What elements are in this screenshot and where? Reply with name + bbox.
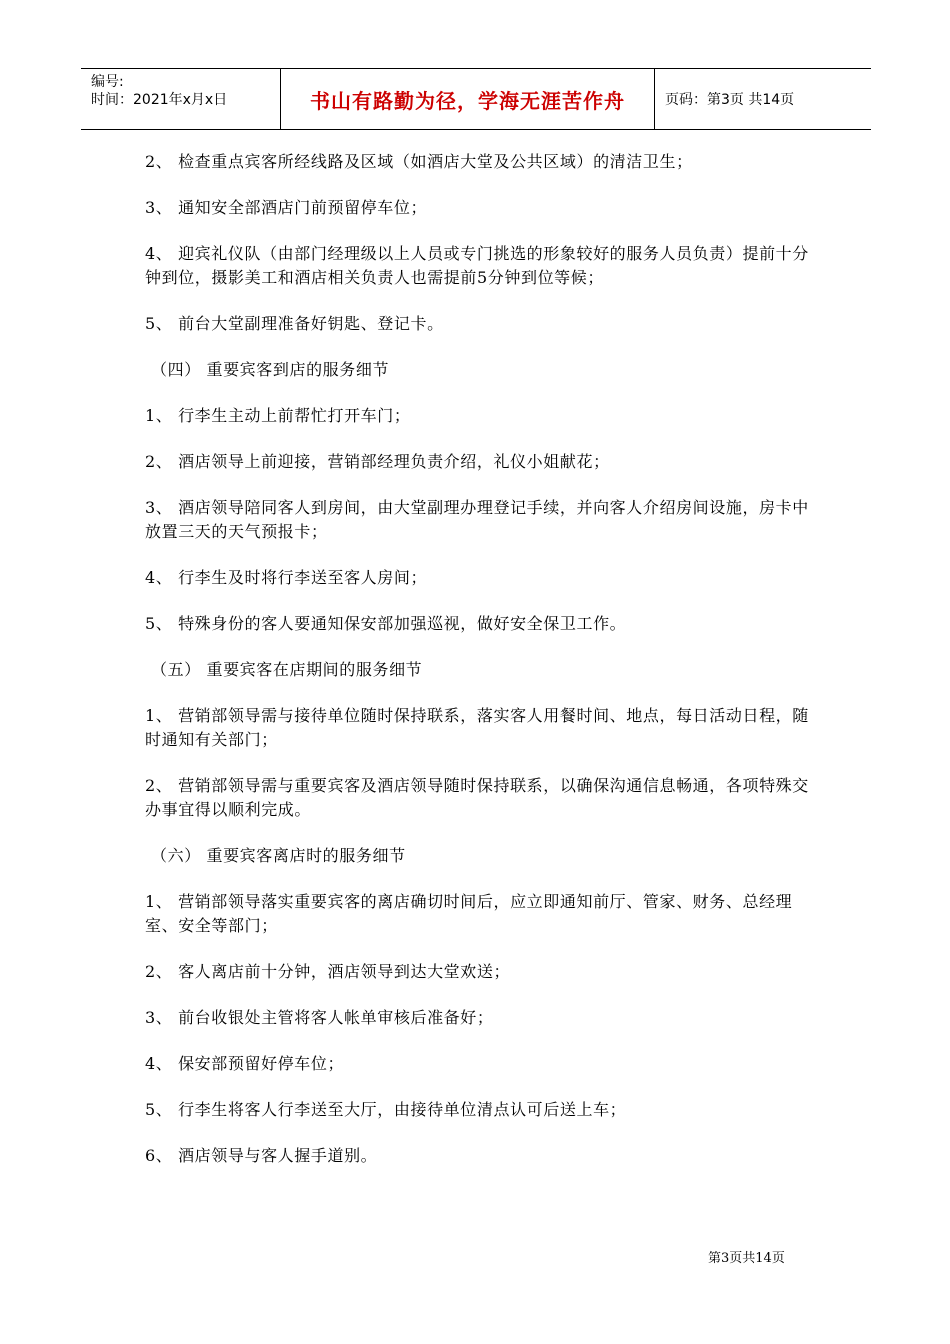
date-label: 时间：2021年x月x日 [91, 92, 228, 108]
paragraph: 4、 行李生及时将行李送至客人房间； [145, 568, 428, 587]
paragraph: 5、 行李生将客人行李送至大厅，由接待单位清点认可后送上车； [145, 1100, 627, 1119]
paragraph: 2、 酒店领导上前迎接，营销部经理负责介绍，礼仪小姐献花； [145, 452, 610, 471]
section-heading: （五） 重要宾客在店期间的服务细节 [151, 660, 423, 679]
page-footer: 第3页共14页 [708, 1251, 785, 1266]
paragraph: 3、 通知安全部酒店门前预留停车位； [145, 198, 428, 217]
paragraph: 1、 营销部领导落实重要宾客的离店确切时间后，应立即通知前厅、管家、财务、总经理室、安全等部门； [145, 892, 793, 935]
page-header [81, 68, 871, 130]
paragraph: 6、 酒店领导与客人握手道别。 [145, 1146, 378, 1165]
serial-number-label: 编号: [91, 74, 124, 90]
paragraph: 2、 营销部领导需与重要宾客及酒店领导随时保持联系，以确保沟通信息畅通，各项特殊交办事宜得以顺利完成。 [145, 776, 809, 819]
paragraph: 4、 迎宾礼仪队（由部门经理级以上人员或专门挑选的形象较好的服务人员负责）提前十分钟到位，摄影美工和酒店相关负责人也需提前5分钟到位等候； [145, 244, 809, 287]
paragraph: 5、 特殊身份的客人要通知保安部加强巡视，做好安全保卫工作。 [145, 614, 627, 633]
section-heading: （六） 重要宾客离店时的服务细节 [151, 846, 406, 865]
paragraph: 4、 保安部预留好停车位； [145, 1054, 345, 1073]
paragraph: 1、 营销部领导需与接待单位随时保持联系，落实客人用餐时间、地点，每日活动日程，随时通知有关部门； [145, 706, 809, 749]
paragraph: 3、 前台收银处主管将客人帐单审核后准备好； [145, 1008, 494, 1027]
header-motto: 书山有路勤为径，学海无涯苦作舟 [281, 69, 655, 129]
section-heading: （四） 重要宾客到店的服务细节 [151, 360, 390, 379]
paragraph: 1、 行李生主动上前帮忙打开车门； [145, 406, 411, 425]
document-body [145, 150, 813, 1190]
paragraph: 2、 检查重点宾客所经线路及区域（如酒店大堂及公共区域）的清洁卫生； [145, 152, 693, 171]
paragraph: 5、 前台大堂副理准备好钥匙、登记卡。 [145, 314, 444, 333]
paragraph: 3、 酒店领导陪同客人到房间，由大堂副理办理登记手续，并向客人介绍房间设施，房卡中放置三天的天气预报卡； [145, 498, 809, 541]
paragraph: 2、 客人离店前十分钟，酒店领导到达大堂欢送； [145, 962, 511, 981]
header-meta [81, 69, 281, 129]
header-page-info: 页码：第3页 共14页 [665, 92, 795, 108]
